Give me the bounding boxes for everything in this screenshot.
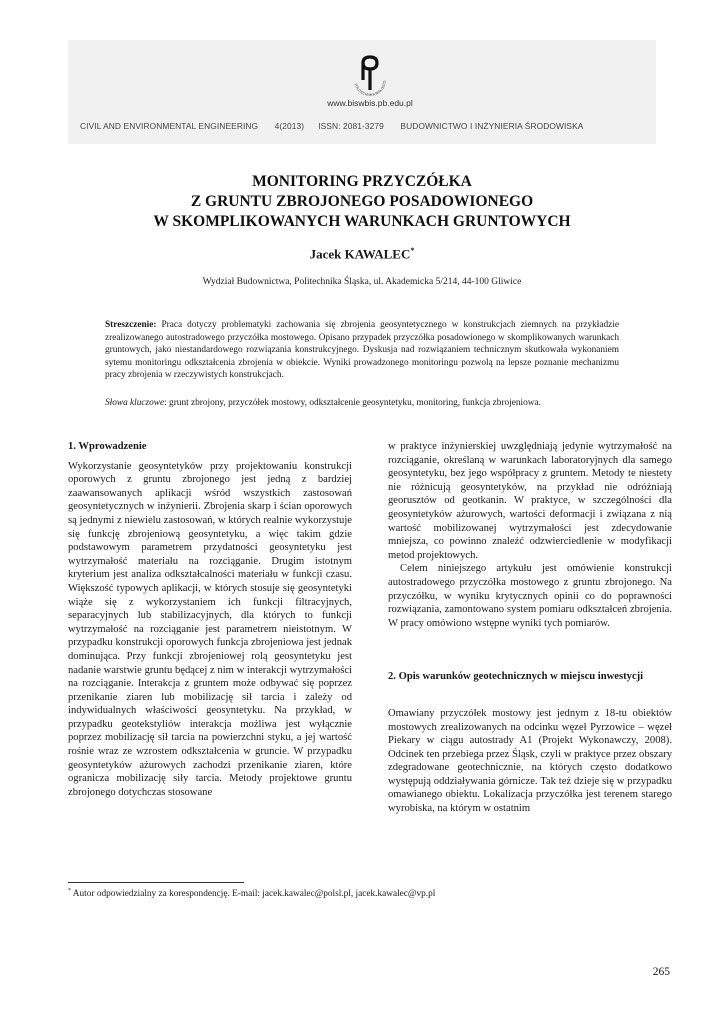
page-number: 265: [652, 966, 670, 978]
footnote-mark: *: [68, 888, 71, 894]
keywords-label: Słowa kluczowe: [105, 398, 165, 408]
title-line-1: MONITORING PRZYCZÓŁKA: [252, 173, 472, 190]
journal-title-en: CIVIL AND ENVIRONMENTAL ENGINEERING: [80, 121, 259, 131]
author-footnote-mark: *: [410, 246, 415, 255]
abstract-text: Praca dotyczy problematyki zachowania się zbrojenia geosyntetycznego w konstrukcjach ziemnych na przykładzie zrealizowanego autostradowego przyczółka mostowego. Opisano przypadek przyczółka posadowionego w skomplikowanych warunkach gruntowych, jako niestandardowego rozwiązania konstrukcyjnego. Dyskusja nad rozwiązaniem technicznym skutkowała wykonaniem sytemu monitoringu odkształcenia zbrojenia w obiekcie. Wyniki prowadzonego monitoringu pozwolą na lepsze poznanie mechanizmu pracy zbrojenia w rzeczywistych konstrukcjach.: [105, 320, 619, 381]
title-line-2: Z GRUNTU ZBROJONEGO POSADOWIONEGO: [190, 193, 534, 210]
right-column: [388, 440, 672, 816]
section-1-heading: 1. Wprowadzenie: [68, 441, 147, 452]
journal-issue: 4(2013): [274, 121, 305, 131]
affiliation: Wydział Budownictwa, Politechnika Śląska, ul. Akademicka 5/214, 44-100 Gliwice: [202, 277, 522, 287]
paper-title: [100, 172, 624, 232]
section-2-heading: 2. Opis warunków geotechnicznych w miejscu inwestycji: [388, 671, 644, 683]
footnote: [68, 888, 648, 899]
journal-info-line: [80, 121, 660, 131]
journal-website: www.biswbis.pb.edu.pl: [327, 98, 413, 108]
footnote-text: Autor odpowiedzialny za korespondencję. E-mail: jacek.kawalec@polsl.pl, jacek.kawalec@vp.pl: [71, 889, 436, 900]
abstract: [105, 319, 619, 382]
section-2-paragraph-1: Omawiany przyczółek mostowy jest jednym z 18-tu obiektów mostowych zrealizowanych na odcinku węzeł Pyrzowice – węzeł Piekary w ciągu autostrady A1 (Projekt Wykonawczy, 2008). Odcinek ten przebiega przez Śląsk, czyli w praktyce przez obszary zdegradowane geotechnicznie, na których często dodatkowo występują oddziaływania górnicze. Tak też dzieje się w przypadku omawianego obiektu. Lokalizacja przyczółka jest terenem starego wyrobiska, na którym w ostatnim: [388, 707, 672, 815]
author: [100, 246, 624, 262]
journal-issn: ISSN: 2081-3279: [318, 121, 384, 131]
university-logo: [346, 52, 394, 100]
abstract-label: Streszczenie:: [105, 320, 157, 330]
section-1-paragraph-1: Wykorzystanie geosyntetyków przy projektowaniu konstrukcji oporowych z gruntu zbrojonego jest jedną z bardziej zaawansowanych aplikacji wśród wszystkich zastosowań geosyntetycznych w inżynierii. Zbrojenia skarp i ścian oporowych są jednymi z niewielu zastosowań, w których realnie wykorzystuje się funkcję zbrojeniową geosyntetyku, a więc takim gdzie podstawowym parametrem przydatności geosyntetyku jest wytrzymałość materiału na rozciąganie. Drugim istotnym kryterium jest analiza odkształcalności materiału w funkcji czasu. Większość typowych aplikacji, w których stosuje się geosyntetyki wiąże się z wykorzystaniem ich funkcji filtracyjnych, separacyjnych lub stabilizacyjnych, dla których to funkcji wytrzymałość na rozciąganie jest parametrem nieistotnym. W przypadku konstrukcji oporowych funkcja zbrojeniowa jest jednak dominująca. Przy funkcji zbrojeniowej rolą geosyntetyku jest nadanie warstwie gruntu będącej z nim w interakcji wytrzymałości na rozciąganie. Interakcja z gruntem może odbywać się poprzez przenikanie ziaren lub mobilizację sił tarcia i zależy od indywidualnych właściwości geosyntetyku. Na przykład, w przypadku geotekstyliów interakcja możliwa jest wyłącznie poprzez mobilizację sił tarcia na powierzchni styku, a jej wartość rośnie wraz ze wzrostem odkształcenia w gruncie. W przypadku geosyntetyków ażurowych zachodzi przenikanie ziaren, które ogranicza mobilizację siły tarcia. Metody projektowe gruntu zbrojonego dotychczas stosowane: [68, 460, 352, 798]
author-name: Jacek KAWALEC: [309, 246, 411, 262]
journal-title-pl: BUDOWNICTWO I INŻYNIERIA ŚRODOWISKA: [400, 121, 584, 131]
section-1-paragraph-1-continued: w praktyce inżynierskiej uwzględniają jedynie wytrzymałość na rozciąganie, określaną w warunkach laboratoryjnych dla samego geosyntetyku, bez jego współpracy z gruntem. Metody te niestety nie różnicują geosyntetyków, na przykład nie odróżniają georusztów od geotkanin. W praktyce, w szczególności dla geosyntetyków ażurowych, wartości deformacji i związana z nią wartość mobilizowanej wytrzymałości jest zdecydowanie mniejsza, co powinno znaleźć odzwierciedlenie w modyfikacji metod projektowych.: [388, 441, 672, 561]
left-column: [68, 440, 352, 799]
logo-text: POLITECHNIKA BIAŁOSTO: [353, 80, 388, 98]
title-line-3: W SKOMPLIKOWANYCH WARUNKACH GRUNTOWYCH: [153, 213, 571, 230]
keywords: [105, 397, 619, 410]
keywords-text: : grunt zbrojony, przyczółek mostowy, odkształcenie geosyntetyku, monitoring, funkcja zbrojeniowa.: [164, 398, 541, 408]
footnote-rule: [68, 882, 244, 883]
section-1-paragraph-2: Celem niniejszego artykułu jest omówienie konstrukcji autostradowego przyczółka mostowego z gruntu zbrojonego. Na przyczółku, w wyniku krytycznych opinii co do poprawności rozwiązania, zamontowano system pomiaru odkształceń zbrojenia. W pracy omówiono wstępne wyniki tych pomiarów.: [388, 563, 672, 629]
